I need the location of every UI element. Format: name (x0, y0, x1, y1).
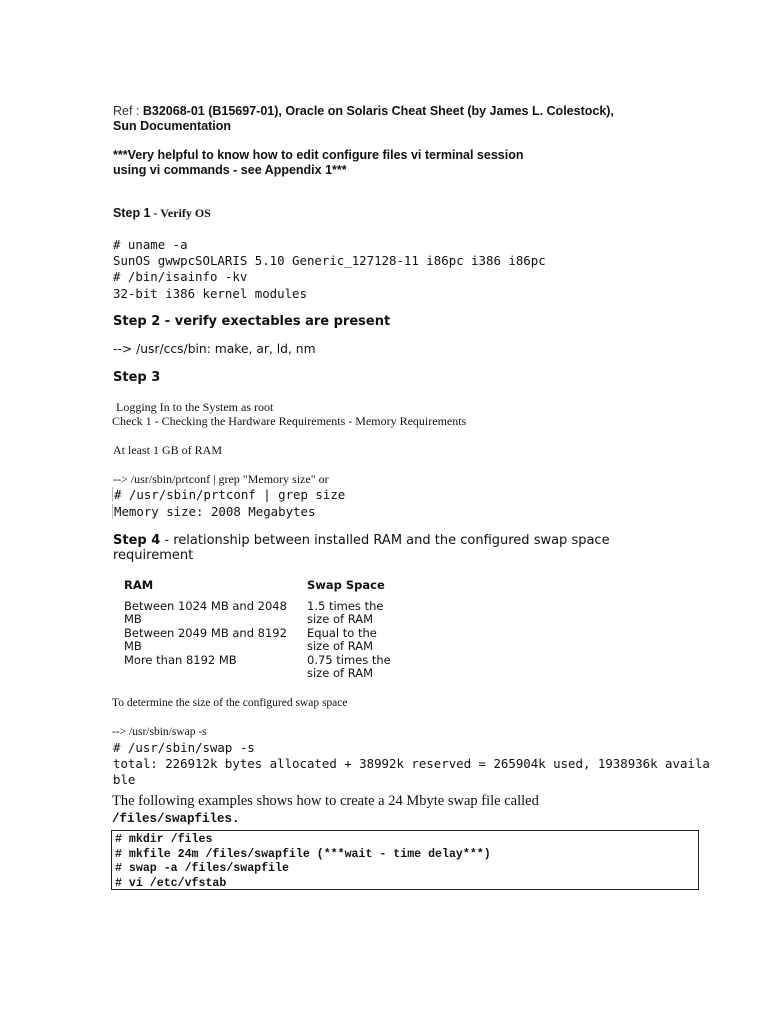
swap-command-text: --> /usr/sbin/swap -s (112, 726, 207, 738)
code-line: # /usr/sbin/swap -s (113, 740, 255, 755)
vi-note-line-1: ***Very helpful to know how to edit configure files vi terminal session (113, 148, 524, 162)
table-cell: Equal to the size of RAM (307, 626, 377, 654)
table-cell: 0.75 times the size of RAM (307, 653, 391, 681)
swapfile-code-box (111, 830, 699, 890)
step4-desc: - relationship between installed RAM and the configured swap space (160, 533, 610, 548)
code-line: # mkdir /files (115, 833, 213, 846)
prtconf-command-text: --> /usr/sbin/prtconf | grep "Memory size" or (113, 472, 329, 486)
ref-label: Ref : (113, 104, 143, 118)
code-line: total: 226912k bytes allocated + 38992k reserved = 265904k used, 1938936k availa (113, 756, 710, 771)
step1-heading (113, 206, 211, 221)
swapfile-path: /files/swapfiles. (112, 812, 240, 826)
check1-text: Check 1 - Checking the Hardware Requirements - Memory Requirements (112, 414, 467, 428)
reference-line (113, 104, 614, 118)
step1-desc: - Verify OS (150, 206, 211, 220)
step4-heading (113, 533, 610, 548)
ccs-bin-path: --> /usr/ccs/bin: make, ar, ld, nm (113, 342, 316, 356)
ram-minimum-text: At least 1 GB of RAM (113, 443, 222, 457)
code-line: # uname -a (113, 237, 188, 252)
table-header-ram: RAM (124, 578, 154, 592)
step4-title: Step 4 (113, 533, 161, 548)
code-line: 32-bit i386 kernel modules (113, 286, 307, 301)
code-line: Memory size: 2008 Megabytes (114, 504, 316, 519)
step3-heading: Step 3 (113, 370, 161, 385)
swap-size-text: To determine the size of the configured swap space (112, 697, 348, 709)
ref-text: B32068-01 (B15697-01), Oracle on Solaris Cheat Sheet (by James L. Colestock), (142, 104, 614, 118)
code-line: SunOS gwwpcSOLARIS 5.10 Generic_127128-11 i86pc i386 i86pc (113, 253, 546, 268)
code-line: # mkfile 24m /files/swapfile (***wait - time delay***) (115, 847, 491, 861)
table-cell: Between 1024 MB and 2048 MB (124, 599, 287, 627)
code-line: # /usr/sbin/prtconf | grep size (114, 487, 346, 502)
table-header-swap: Swap Space (307, 578, 385, 592)
code-line: # /bin/isainfo -kv (113, 269, 248, 284)
source-line: Sun Documentation (113, 119, 232, 133)
swapfile-intro: The following examples shows how to create a 24 Mbyte swap file called (112, 793, 539, 809)
table-cell: More than 8192 MB (124, 653, 237, 667)
code-line: # swap -a /files/swapfile (115, 862, 289, 875)
step1-title: Step 1 (113, 206, 151, 220)
code-line: # vi /etc/vfstab (115, 876, 227, 890)
step2-heading: Step 2 - verify exectables are present (113, 314, 391, 329)
step4-desc-continued: requirement (113, 548, 194, 563)
login-text: Logging In to the System as root (116, 400, 274, 414)
vi-note-line-2: using vi commands - see Appendix 1*** (113, 163, 347, 177)
code-line: ble (113, 772, 136, 787)
table-cell: 1.5 times the size of RAM (307, 599, 384, 627)
table-cell: Between 2049 MB and 8192 MB (124, 626, 287, 654)
